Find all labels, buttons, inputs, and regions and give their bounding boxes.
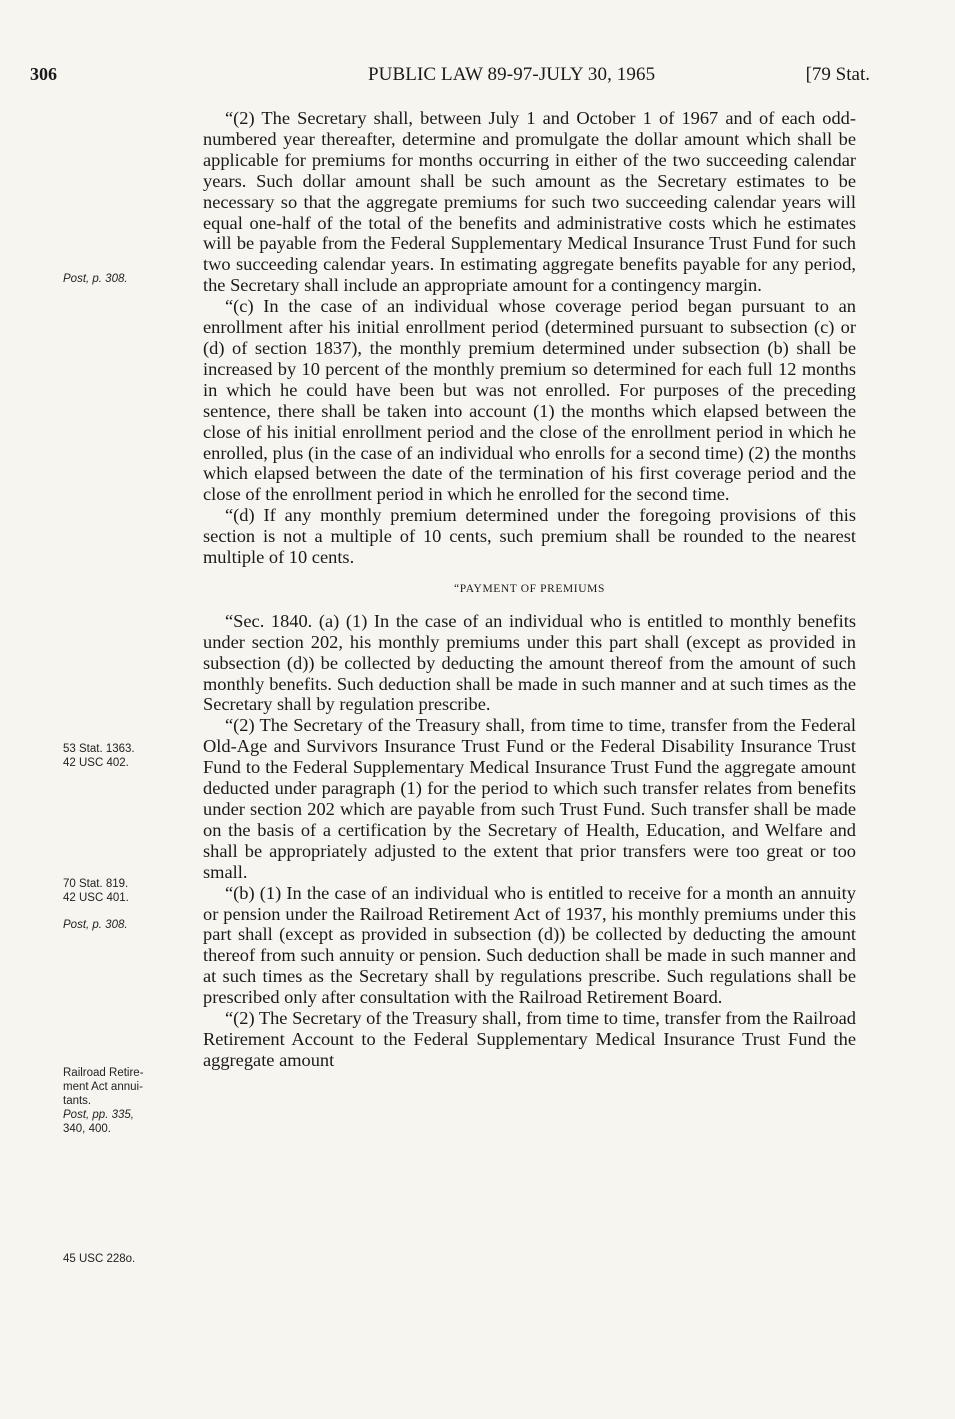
paragraph: “(2) The Secretary of the Treasury shall, from time to time, transfer from the Federal Old-Age and Survivors Insurance Trust Fund or the Federal Disability Insurance Trust Fund to the Federal Supplementary Medical Insurance Trust Fund the aggregate amount deducted under paragraph (1) for the period to which such transfer relates from benefits under section 202 which are payable from such Trust Fund. Such transfer shall be made on the basis of a certification by the Secretary of Health, Education, and Welfare and shall be appropriately adjusted to the extent that prior transfers were too great or too small.	[203, 715, 856, 882]
margin-note-line: Railroad Retire-	[63, 1067, 144, 1079]
margin-note-line: 45 USC 228o.	[63, 1253, 136, 1265]
margin-note-45-usc	[63, 1252, 195, 1266]
statute-reference: [79 Stat.	[805, 64, 870, 85]
running-head: PUBLIC LAW 89-97-JULY 30, 1965	[368, 64, 656, 85]
page-number: 306	[30, 64, 57, 84]
margin-note-line: Post, p. 308.	[63, 919, 128, 931]
body-text	[203, 108, 856, 1071]
margin-note-line: 42 USC 401.	[63, 892, 129, 904]
margin-note-line: 42 USC 402.	[63, 757, 129, 769]
margin-note-53-stat	[63, 742, 195, 770]
margin-note-line: ment Act annui-	[63, 1081, 143, 1093]
margin-note-line: 340, 400.	[63, 1123, 111, 1135]
margin-note-line: Post, p. 308.	[63, 273, 128, 285]
page-header	[30, 64, 870, 90]
paragraph: “(b) (1) In the case of an individual who is entitled to receive for a month an annuity or pension under the Railroad Retirement Act of 1937, his monthly premiums under this part shall (except as provided in subsection (d)) be collected by deducting the amount thereof from such annuity or pension. Such deduction shall be made in such manner and at such times as the Secretary shall by regulations prescribe. Such regulations shall be prescribed only after consultation with the Railroad Retirement Board.	[203, 882, 856, 1008]
paragraph: “(2) The Secretary shall, between July 1 and October 1 of 1967 and of each odd-numbered year thereafter, determine and promulgate the dollar amount which shall be applicable for premiums for months occurring in either of the two succeeding calendar years. Such dollar amount shall be such amount as the Secretary estimates to be necessary so that the aggregate premiums for such two succeeding calendar years will equal one-half of the total of the benefits and administrative costs which he estimates will be payable from the Federal Supplementary Medical Insurance Trust Fund for such two succeeding calendar years. In estimating aggregate benefits payable for any period, the Secretary shall include an appropriate amount for a contingency margin.	[203, 108, 856, 296]
paragraph: “(d) If any monthly premium determined under the foregoing provisions of this section is not a multiple of 10 cents, such premium shall be rounded to the nearest multiple of 10 cents.	[203, 505, 856, 568]
margin-note-line: 70 Stat. 819.	[63, 878, 129, 890]
paragraph: “(2) The Secretary of the Treasury shall, from time to time, transfer from the Railroad Retirement Account to the Federal Supplementary Medical Insurance Trust Fund the aggregate amount	[203, 1008, 856, 1070]
margin-note-line: Post, pp. 335,	[63, 1109, 134, 1121]
margin-note-70-stat	[63, 877, 195, 932]
margin-note-railroad	[63, 1066, 195, 1136]
section-heading: “PAYMENT OF PREMIUMS	[454, 582, 605, 595]
margin-note-line: tants.	[63, 1095, 92, 1107]
margin-note-post-308	[63, 272, 195, 286]
paragraph: “Sec. 1840. (a) (1) In the case of an individual who is entitled to monthly benefits under section 202, his monthly premiums under this part shall (except as provided in subsection (d)) be collected by deducting the amount thereof from the amount of such monthly benefits. Such deduction shall be made in such manner and at such times as the Secretary shall by regulation prescribe.	[203, 610, 856, 715]
paragraph: “(c) In the case of an individual whose coverage period began pursuant to an enrollment after his initial enrollment period (determined pursuant to subsection (c) or (d) of section 1837), the monthly premium determined under subsection (b) shall be increased by 10 percent of the monthly premium so determined for each full 12 months in which he could have been but was not enrolled. For purposes of the preceding sentence, there shall be taken into account (1) the months which elapsed between the close of his initial enrollment period and the close of the enrollment period in which he enrolled, plus (in the case of an individual who enrolls for a second time) (2) the months which elapsed between the date of the termination of his first coverage period and the close of the enrollment period in which he enrolled for the second time.	[203, 296, 856, 505]
margin-note-line: 53 Stat. 1363.	[63, 743, 135, 755]
